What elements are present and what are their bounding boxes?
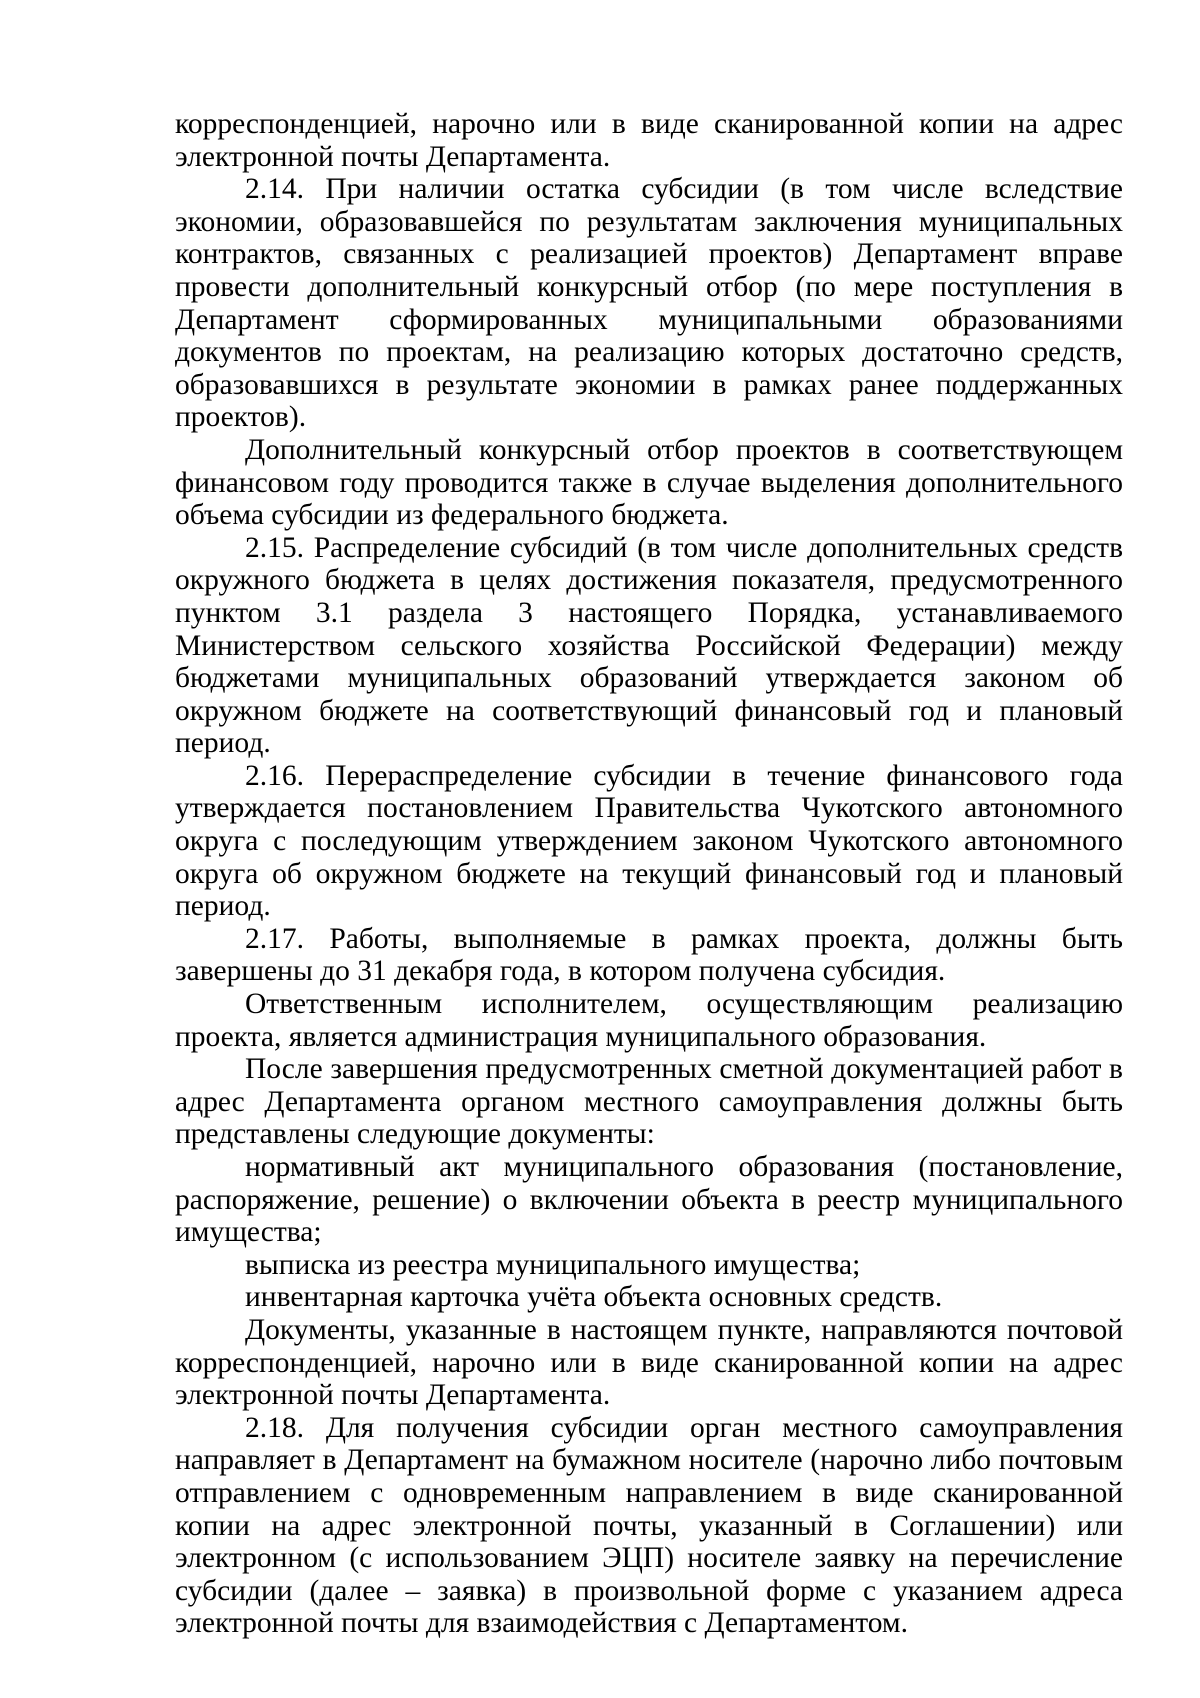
paragraph-2-18: 2.18. Для получения субсидии орган местного самоуправления направляет в Департамент на бумажном носителе (нарочно либо почтовым отправлением с одновременным направлением в виде сканированной копии на адрес электронной почты, указанный в Соглашении) или электронном (с использованием ЭЦП) носителе заявку на перечисление субсидии (далее – заявка) в произвольной форме с указанием адреса электронной почты для взаимодействия с Департаментом. [175, 1411, 1123, 1640]
list-item-normative-act: нормативный акт муниципального образования (постановление, распоряжение, решение) о включении объекта в реестр муниципального имущества; [175, 1151, 1123, 1249]
list-item-registry-extract: выписка из реестра муниципального имущества; [245, 1248, 861, 1281]
paragraph-2-16: 2.16. Перераспределение субсидии в течение финансового года утверждается постановлением Правительства Чукотского автономного округа с последующим утверждением законом Чукотского автономного округа об окружном бюджете на текущий финансовый год и плановый период. [175, 759, 1123, 923]
paragraph-documents-required: После завершения предусмотренных сметной документацией работ в адрес Департамента органом местного самоуправления должны быть представлены следующие документы: [175, 1053, 1123, 1151]
paragraph-additional-selection: Дополнительный конкурсный отбор проектов в соответствующем финансовом году проводится также в случае выделения дополнительного объема субсидии из федерального бюджета. [175, 433, 1123, 532]
paragraph-continuation: корреспонденцией, нарочно или в виде сканированной копии на адрес электронной почты Департамента. [175, 108, 1123, 173]
paragraph-responsible-executor: Ответственным исполнителем, осуществляющим реализацию проекта, является администрация муниципального образования. [175, 988, 1123, 1053]
paragraph-documents-sending: Документы, указанные в настоящем пункте, направляются почтовой корреспонденцией, нарочно или в виде сканированной копии на адрес электронной почты Департамента. [175, 1313, 1123, 1412]
paragraph-2-15: 2.15. Распределение субсидий (в том числе дополнительных средств окружного бюджета в целях достижения показателя, предусмотренного пунктом 3.1 раздела 3 настоящего Порядка, устанавливаемого Министерством сельского хозяйства Российской Федерации) между бюджетами муниципальных образований утверждается законом об окружном бюджете на соответствующий финансовый год и плановый период. [175, 531, 1123, 760]
list-item-inventory-card: инвентарная карточка учёта объекта основных средств. [245, 1281, 943, 1314]
paragraph-2-17: 2.17. Работы, выполняемые в рамках проекта, должны быть завершены до 31 декабря года, в котором получена субсидия. [175, 922, 1123, 988]
paragraph-2-14: 2.14. При наличии остатка субсидии (в том числе вследствие экономии, образовавшейся по результатам заключения муниципальных контрактов, связанных с реализацией проектов) Департамент вправе провести дополнительный конкурсный отбор (по мере поступления в Департамент сформированных муниципальными образованиями документов по проектам, на реализацию которых достаточно средств, образовавшихся в результате экономии в рамках ранее поддержанных проектов). [175, 173, 1123, 434]
document-page [175, 108, 1123, 1640]
